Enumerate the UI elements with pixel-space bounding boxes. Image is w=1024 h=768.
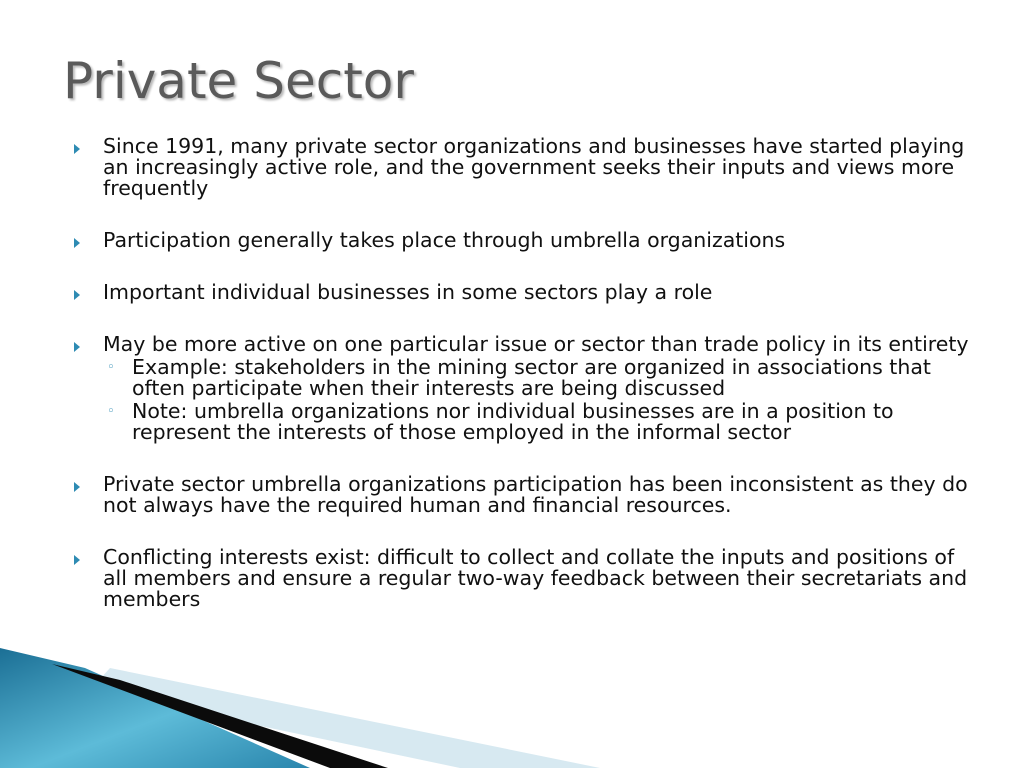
sub-bullet-item [103, 357, 982, 399]
bullet-item [72, 136, 982, 199]
bullet-item [72, 334, 982, 443]
dark-stripe-shape [52, 664, 388, 768]
triangle-bullet-icon [74, 555, 80, 565]
bullet-text: Important individual businesses in some sectors play a role [103, 280, 713, 304]
bullet-text: May be more active on one particular issue or sector than trade policy in its entirety [103, 332, 969, 356]
bullet-item [72, 230, 982, 251]
triangle-bullet-icon [74, 238, 80, 248]
triangle-bullet-icon [74, 482, 80, 492]
bullet-item [72, 282, 982, 303]
bullet-text: Since 1991, many private sector organizations and businesses have started playing an increasingly active role, and the government seeks their inputs and views more frequently [103, 134, 965, 200]
sub-bullet-text: Example: stakeholders in the mining sector are organized in associations that often participate when their interests are being discussed [132, 355, 931, 400]
blue-corner-shape [0, 648, 310, 768]
bullet-item [72, 547, 982, 610]
triangle-bullet-icon [74, 144, 80, 154]
bullet-list [72, 136, 982, 641]
sub-bullet-text: Note: umbrella organizations nor individual businesses are in a position to represent the interests of those employed in the informal sector [132, 399, 894, 444]
circle-bullet-icon: ◦ [107, 404, 115, 419]
triangle-bullet-icon [74, 290, 80, 300]
pale-band-shape [90, 668, 600, 768]
circle-bullet-icon: ◦ [107, 360, 115, 375]
sub-bullet-list [103, 357, 982, 443]
bullet-text: Participation generally takes place through umbrella organizations [103, 228, 786, 252]
bullet-text: Private sector umbrella organizations participation has been inconsistent as they do not always have the required human and financial resources. [103, 472, 968, 517]
bullet-item [72, 474, 982, 516]
sub-bullet-item [103, 401, 982, 443]
bullet-text: Conflicting interests exist: difficult to collect and collate the inputs and positions of all members and ensure a regular two-way feedback between their secretariats and members [103, 545, 968, 611]
triangle-bullet-icon [74, 342, 80, 352]
slide-title: Private Sector [63, 52, 414, 110]
